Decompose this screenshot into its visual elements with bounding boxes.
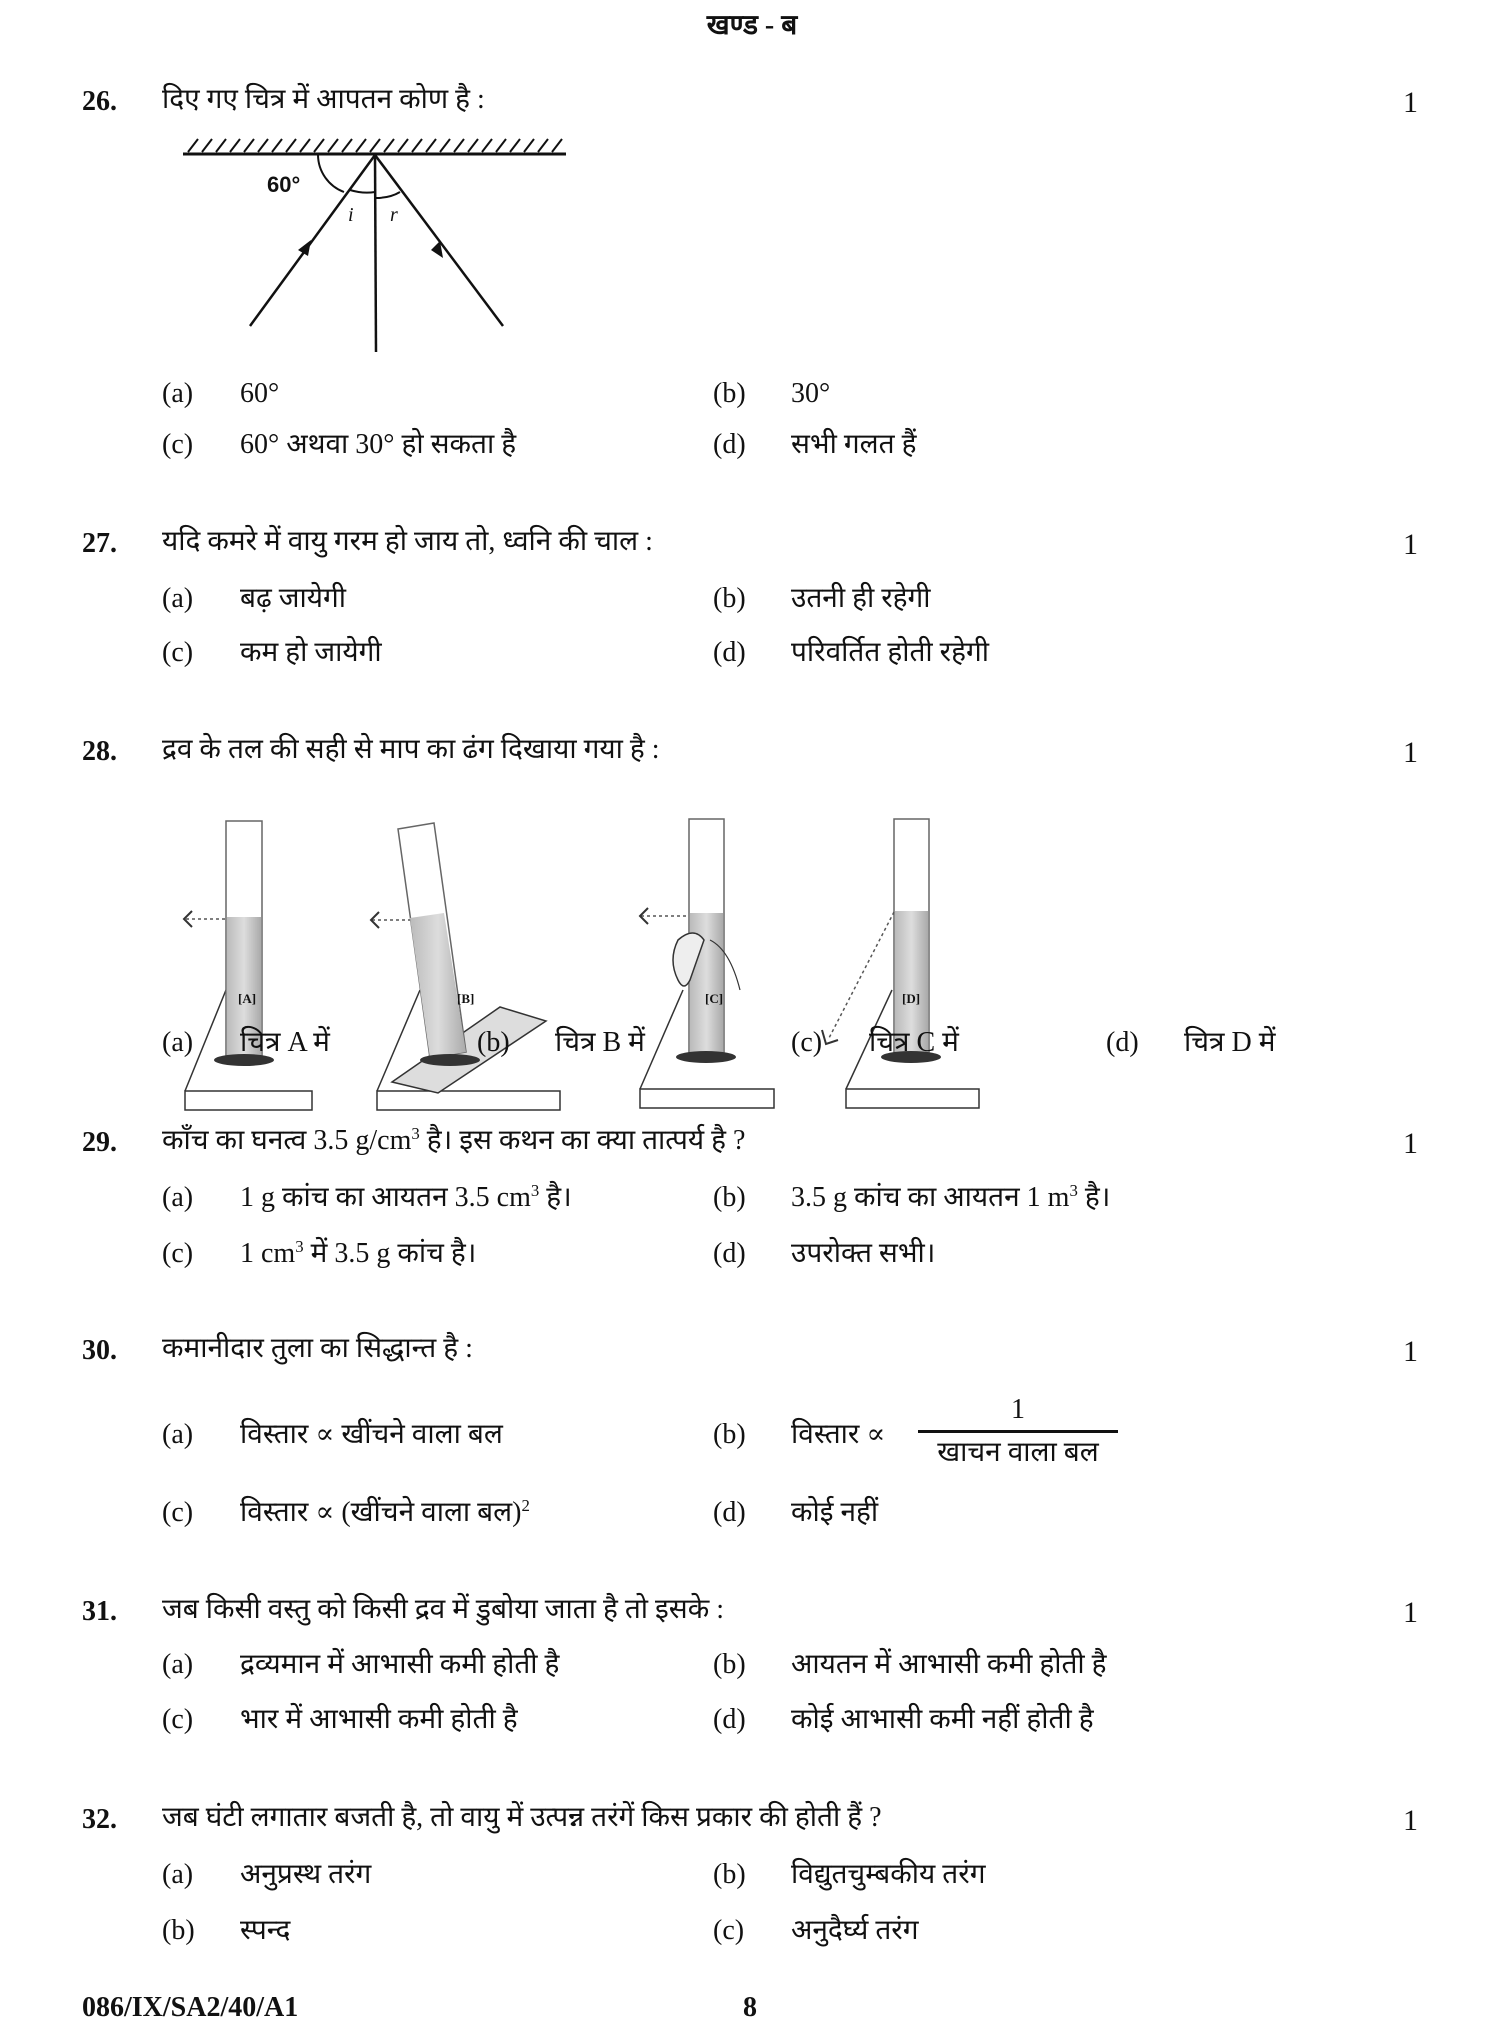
option-text: 30° — [791, 378, 831, 409]
figure-label-a: [A] — [238, 991, 257, 1006]
figure-label-c: [C] — [705, 991, 724, 1006]
marks: 1 — [1403, 736, 1418, 769]
page-number: 8 — [743, 1992, 757, 2023]
marks: 1 — [1403, 1804, 1418, 1837]
incident-angle-label: i — [348, 204, 354, 226]
question-number: 26. — [82, 86, 117, 117]
figure-d — [822, 819, 979, 1108]
option-label: (b) — [713, 583, 746, 614]
option-text: आयतन में आभासी कमी होती है — [791, 1649, 1107, 1680]
option-label: (a) — [162, 1859, 194, 1890]
question-text: काँच का घनत्व 3.5 $g/cm^3$ है। इस कथन का क्या तात्पर्य है ? — [162, 1123, 746, 1156]
marks: 1 — [1403, 1127, 1418, 1160]
option-label: (b) — [713, 1419, 746, 1450]
option-label: (c) — [713, 1915, 745, 1946]
option-text: अनुप्रस्थ तरंग — [240, 1859, 372, 1890]
option-label: (a) — [162, 583, 194, 614]
option-text: अनुदैर्घ्य तरंग — [791, 1915, 919, 1946]
option-text: विस्तार ∝ (खींचने वाला बल)$^2$ — [240, 1495, 530, 1528]
option-text: द्रव्यमान में आभासी कमी होती है — [240, 1649, 560, 1680]
fraction — [918, 1396, 1118, 1467]
section-title: खण्ड - ब — [706, 10, 798, 41]
option-text: सभी गलत हैं — [791, 429, 917, 460]
figure-b — [371, 823, 560, 1110]
option-label: (b) — [713, 1649, 746, 1680]
question-text: जब किसी वस्तु को किसी द्रव में डुबोया जाता है तो इसके : — [162, 1594, 724, 1625]
option-label: (a) — [162, 1027, 194, 1058]
option-text: 1 g कांच का आयतन 3.5 $cm^3$ है। — [240, 1180, 572, 1213]
figure-label-b: [B] — [457, 991, 475, 1006]
option-text: कोई नहीं — [791, 1497, 879, 1528]
option-text: 60° अथवा 30° हो सकता है — [240, 429, 517, 460]
option-text: चित्र A में — [240, 1027, 330, 1058]
option-label: (b) — [162, 1915, 195, 1946]
marks: 1 — [1403, 1596, 1418, 1629]
marks: 1 — [1403, 86, 1418, 119]
option-label: (c) — [162, 637, 194, 668]
option-label: (c) — [791, 1027, 823, 1058]
option-label: (d) — [1106, 1027, 1139, 1058]
option-text: विद्युतचुम्बकीय तरंग — [791, 1859, 986, 1890]
option-text: 3.5 g कांच का आयतन 1 $m^3$ है। — [791, 1180, 1111, 1213]
question-text: यदि कमरे में वायु गरम हो जाय तो, ध्वनि की चाल : — [162, 526, 653, 557]
option-label: (a) — [162, 1649, 194, 1680]
option-text: 60° — [240, 378, 280, 409]
option-text: विस्तार ∝ — [791, 1419, 886, 1450]
figure-a — [184, 821, 312, 1110]
option-text: कोई आभासी कमी नहीं होती है — [791, 1704, 1094, 1735]
figure-label-d: [D] — [902, 991, 921, 1006]
option-label: (c) — [162, 1238, 194, 1269]
marks: 1 — [1403, 1335, 1418, 1368]
option-text: कम हो जायेगी — [240, 637, 382, 668]
option-text: चित्र C में — [869, 1027, 959, 1058]
option-text: विस्तार ∝ खींचने वाला बल — [240, 1419, 503, 1450]
option-text: बढ़ जायेगी — [240, 583, 347, 614]
option-text: चित्र D में — [1184, 1027, 1276, 1058]
option-label: (d) — [713, 1704, 746, 1735]
question-number: 28. — [82, 736, 117, 767]
paper-code: 086/IX/SA2/40/A1 — [82, 1992, 299, 2023]
option-label: (b) — [713, 1859, 746, 1890]
option-label: (d) — [713, 1238, 746, 1269]
fraction-numerator: 1 — [1011, 1394, 1025, 1425]
question-text: दिए गए चित्र में आपतन कोण है : — [162, 84, 485, 115]
option-label: (c) — [162, 1497, 194, 1528]
angle-label: 60° — [267, 172, 301, 197]
option-text: उपरोक्त सभी। — [791, 1238, 936, 1269]
option-label: (c) — [162, 1704, 194, 1735]
option-label: (a) — [162, 1182, 194, 1213]
option-text: परिवर्तित होती रहेगी — [791, 637, 990, 668]
option-label: (b) — [713, 1182, 746, 1213]
option-text: 1 $cm^3$ में 3.5 g कांच है। — [240, 1236, 477, 1269]
option-label: (d) — [713, 637, 746, 668]
marks: 1 — [1403, 528, 1418, 561]
option-label: (a) — [162, 378, 194, 409]
option-label: (b) — [713, 378, 746, 409]
question-number: 31. — [82, 1596, 117, 1627]
question-number: 30. — [82, 1335, 117, 1366]
fraction-denominator: खाचन वाला बल — [918, 1430, 1118, 1467]
option-label: (a) — [162, 1419, 194, 1450]
option-label: (c) — [162, 429, 194, 460]
question-number: 32. — [82, 1804, 117, 1835]
option-text: उतनी ही रहेगी — [791, 583, 931, 614]
question-text: जब घंटी लगातार बजती है, तो वायु में उत्पन्न तरंगें किस प्रकार की होती हैं ? — [162, 1802, 882, 1833]
option-label: (b) — [477, 1027, 510, 1058]
question-number: 27. — [82, 528, 117, 559]
option-label: (d) — [713, 1497, 746, 1528]
option-text: भार में आभासी कमी होती है — [240, 1704, 518, 1735]
question-text: द्रव के तल की सही से माप का ढंग दिखाया गया है : — [162, 734, 660, 765]
option-text: स्पन्द — [240, 1915, 291, 1946]
reflected-angle-label: r — [390, 204, 398, 226]
question-number: 29. — [82, 1127, 117, 1158]
option-text: चित्र B में — [555, 1027, 645, 1058]
option-label: (d) — [713, 429, 746, 460]
figure-c — [640, 819, 774, 1108]
question-text: कमानीदार तुला का सिद्धान्त है : — [162, 1333, 473, 1364]
